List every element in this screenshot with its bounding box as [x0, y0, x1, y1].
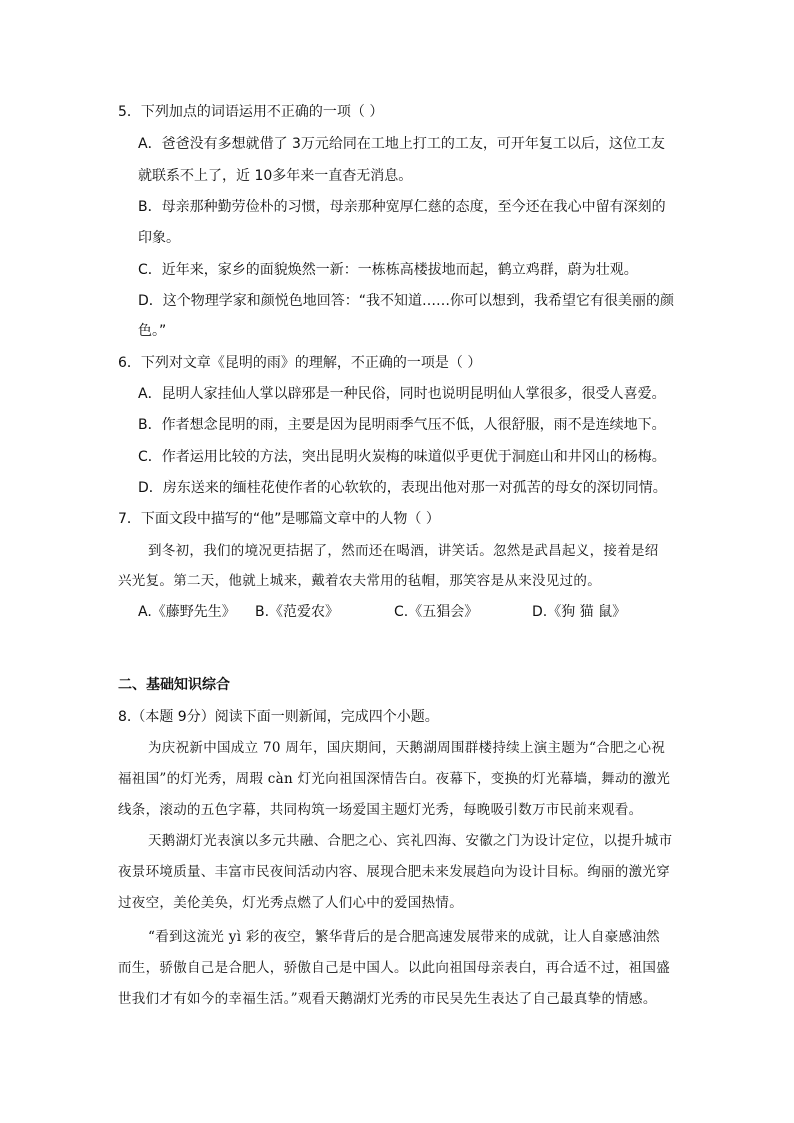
section-heading: 二、基础知识综合 — [118, 677, 230, 693]
q5-option-d-line1: D．这个物理学家和颜悦色地回答：“我不知道……你可以想到，我希望它有很美丽的颜 — [138, 293, 675, 309]
news-p3-line2: 而生，骄傲自己是合肥人，骄傲自己是中国人。以此向祖国母亲表白，再合适不过，祖国盛 — [118, 960, 670, 976]
q7-choices — [138, 603, 626, 621]
news-p1-line2: 福祖国”的灯光秀，周瑕 càn 灯光向祖国深情告白。夜幕下，变换的灯光幕墙，舞动的激光 — [118, 771, 671, 787]
q5-option-a-line1: A．爸爸没有多想就借了 3万元给同在工地上打工的工友，可开年复工以后，这位工友 — [138, 136, 665, 152]
q6-option-b: B．作者想念昆明的雨，主要是因为昆明雨季气压不低，人很舒服，雨不是连续地下。 — [138, 417, 666, 433]
q6-option-d: D．房东送来的缅桂花使作者的心软软的，表现出他对那一对孤苦的母女的深切同情。 — [138, 480, 667, 496]
q7-choice-c: C.《五猖会》 — [394, 604, 479, 620]
q5-option-d-line2: 色。” — [138, 323, 167, 339]
news-p3-line3: 世我们才有如今的幸福生活。”观看天鹅湖灯光秀的市民吴先生表达了自己最真挚的情感。 — [118, 991, 657, 1007]
question-7-stem: 7．下面文段中描写的“他”是哪篇文章中的人物（ ） — [118, 511, 440, 527]
q7-choice-b: B.《范爱农》 — [255, 604, 340, 620]
question-6-stem: 6．下列对文章《昆明的雨》的理解，不正确的一项是（ ） — [118, 355, 482, 371]
news-p2-line1: 天鹅湖灯光表演以多元共融、合肥之心、宾礼四海、安徽之门为设计定位，以提升城市 — [148, 833, 673, 849]
q5-option-b-line2: 印象。 — [138, 230, 180, 246]
q6-option-a: A．昆明人家挂仙人掌以辟邪是一种民俗，同时也说明昆明仙人掌很多，很受人喜爱。 — [138, 386, 666, 402]
news-p3-line1: “看到这流光 yì 彩的夜空，繁华背后的是合肥高速发展带来的成就，让人自豪感油然 — [148, 929, 660, 945]
q6-option-c: C．作者运用比较的方法，突出昆明火炭梅的味道似乎更优于洞庭山和井冈山的杨梅。 — [138, 449, 666, 465]
q5-option-a-line2: 就联系不上了，近 10多年来一直杳无消息。 — [138, 168, 413, 184]
news-p1-line1: 为庆祝新中国成立 70 周年，国庆期间，天鹅湖周围群楼持续上演主题为“合肥之心祝 — [148, 740, 666, 756]
question-8-stem: 8.（本题 9分）阅读下面一则新闻，完成四个小题。 — [118, 709, 439, 725]
q5-option-b-line1: B．母亲那种勤劳俭朴的习惯，母亲那种宽厚仁慈的态度，至今还在我心中留有深刻的 — [138, 199, 666, 215]
news-p2-line3: 过夜空，美伦美奂，灯光秀点燃了人们心中的爱国热情。 — [118, 895, 463, 911]
q5-option-c: C．近年来，家乡的面貌焕然一新：一栋栋高楼拔地而起，鹤立鸡群，蔚为壮观。 — [138, 262, 638, 278]
news-p2-line2: 夜景环境质量、丰富市民夜间活动内容、展现合肥未来发展趋向为设计目标。绚丽的激光穿 — [118, 864, 670, 880]
q7-choice-d: D.《狗 猫 鼠》 — [532, 604, 627, 620]
news-p1-line3: 线条，滚动的五色字幕，共同构筑一场爱国主题灯光秀，每晚吸引数万市民前来观看。 — [118, 802, 643, 818]
q7-passage-line1: 到冬初，我们的境况更拮据了，然而还在喝酒，讲笑话。忽然是武昌起义，接着是绍 — [148, 543, 659, 559]
question-5-stem: 5．下列加点的词语运用不正确的一项（ ） — [118, 104, 384, 120]
q7-choice-a: A.《藤野先生》 — [138, 604, 236, 620]
q7-passage-line2: 兴光复。第二天，他就上城来，戴着农夫常用的毡帽，那笑容是从来没见过的。 — [118, 573, 601, 589]
